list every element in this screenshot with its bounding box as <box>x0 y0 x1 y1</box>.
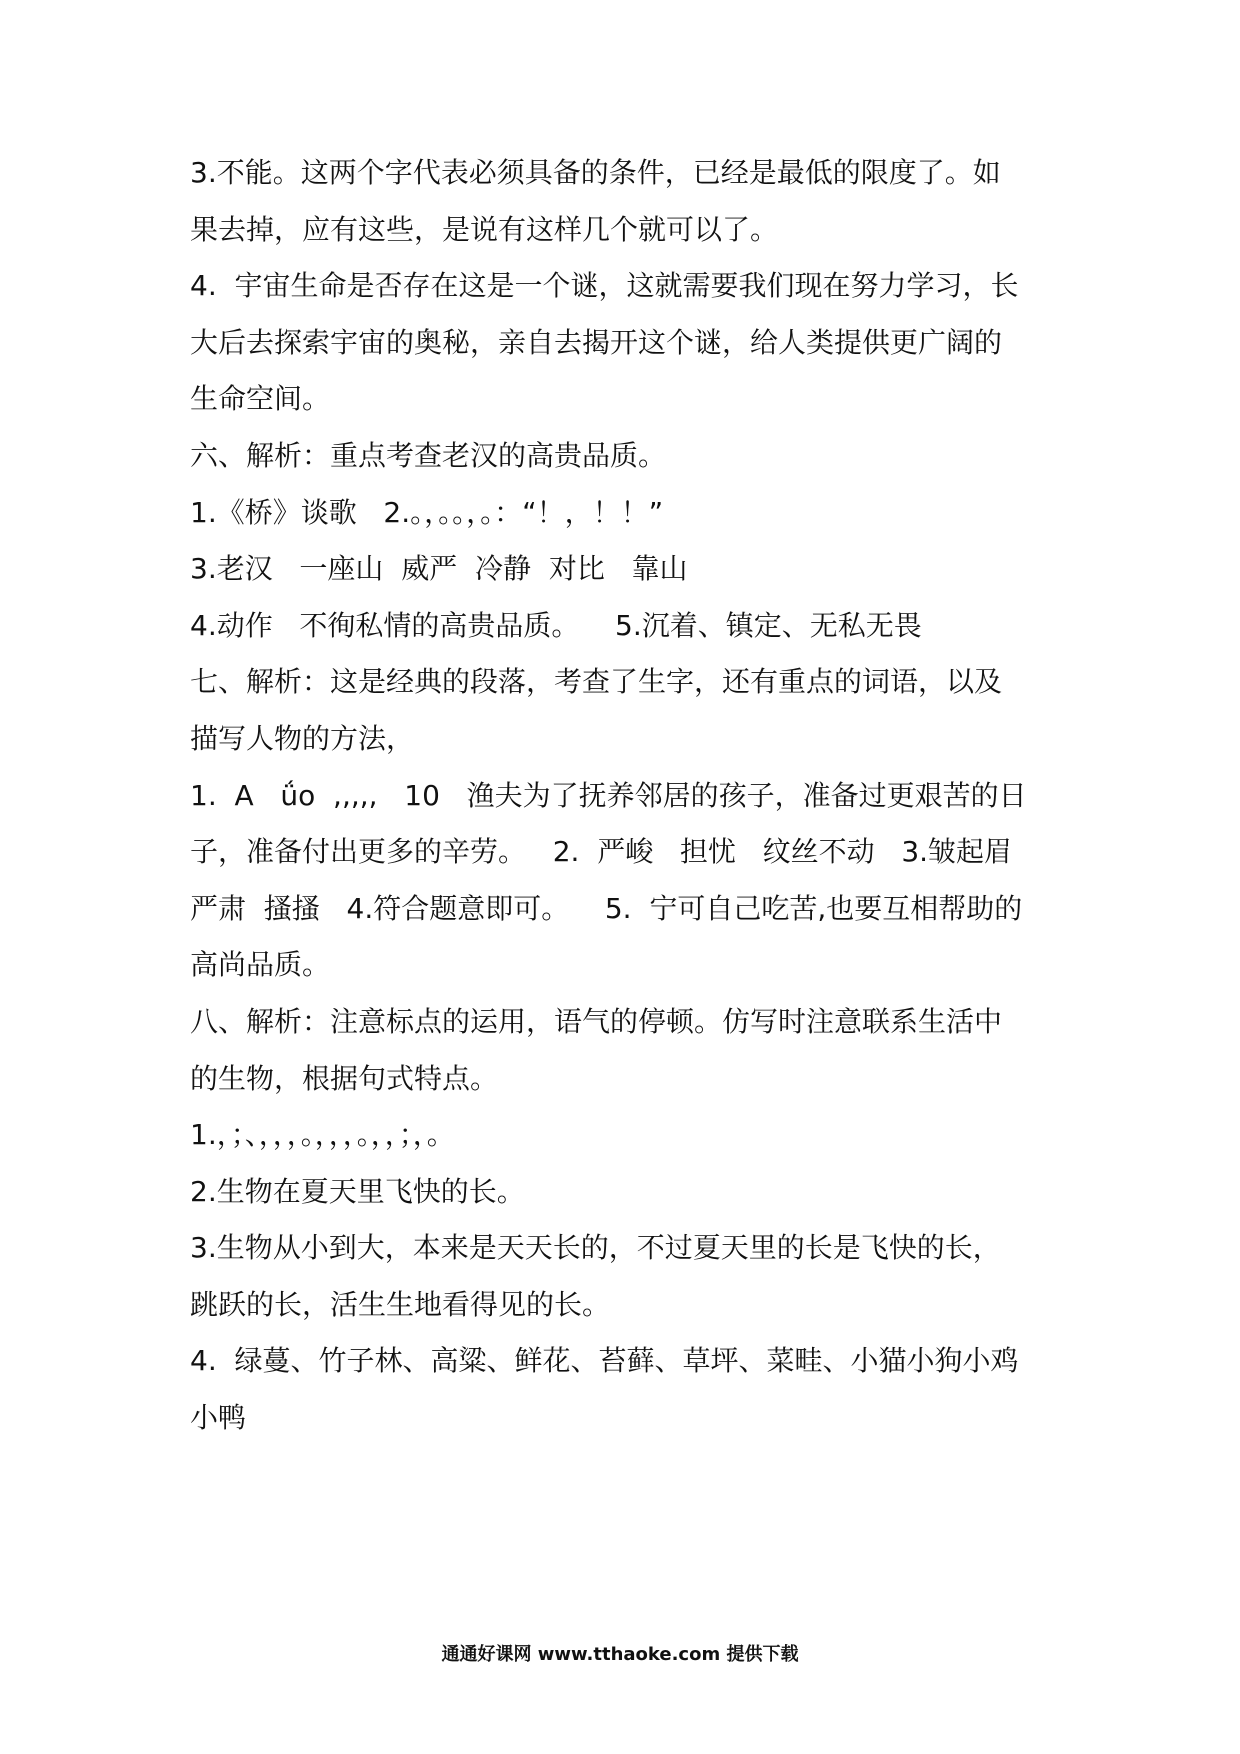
footer-credit: 通通好课网 www.tthaoke.com 提供下载 <box>441 1644 799 1665</box>
text-line: 4. 宇宙生命是否存在这是一个谜，这就需要我们现在努力学习，长 <box>190 269 1019 303</box>
section-heading-six: 六、解析：重点考查老汉的高贵品质。 <box>190 438 667 472</box>
text-line: 1.，；、，，，。，，，。，，；，。 <box>190 1118 455 1152</box>
text-line: 3.不能。这两个字代表必须具备的条件，已经是最低的限度了。如 <box>190 156 1001 189</box>
text-line: 1. A ǘo ,,,,, 10 渔夫为了抚养邻居的孩子，准备过更艰苦的日 <box>190 778 1027 812</box>
text-line: 果去掉，应有这些，是说有这样几个就可以了。 <box>190 212 779 246</box>
text-line: 2.生物在夏天里飞快的长。 <box>190 1174 525 1208</box>
text-line: 生命空间。 <box>190 382 331 416</box>
text-line: 3.生物从小到大，本来是天天长的，不过夏天里的长是飞快的长， <box>190 1231 1001 1265</box>
text-line: 4.动作 不徇私情的高贵品质。 5.沉着、镇定、无私无畏 <box>190 608 922 642</box>
text-line: 4. 绿蔓、竹子林、高粱、鲜花、苔藓、草坪、菜畦、小猫小狗小鸡 <box>190 1344 1019 1378</box>
text-line: 跳跃的长，活生生地看得见的长。 <box>190 1287 611 1321</box>
text-line: 3.老汉 一座山 威严 冷静 对比 靠山 <box>190 552 688 586</box>
section-heading-eight: 八、解析：注意标点的运用，语气的停顿。仿写时注意联系生活中 <box>190 1004 1003 1038</box>
section-heading-seven: 七、解析：这是经典的段落，考查了生字，还有重点的词语，以及 <box>190 665 1003 699</box>
text-line: 的生物，根据句式特点。 <box>190 1061 499 1095</box>
text-line: 子，准备付出更多的辛劳。 2. 严峻 担忧 纹丝不动 3.皱起眉 <box>190 835 1013 869</box>
text-line: 小鸭 <box>190 1401 247 1435</box>
text-line: 大后去探索宇宙的奥秘，亲自去揭开这个谜，给人类提供更广阔的 <box>190 325 1003 359</box>
text-line: 严肃 搔搔 4.符合题意即可。 5. 宁可自己吃苦,也要互相帮助的 <box>190 891 1023 925</box>
answer-document <box>190 145 1060 1447</box>
text-line: 高尚品质。 <box>190 948 331 982</box>
text-line: 描写人物的方法， <box>190 721 415 755</box>
text-line: 1.《桥》谈歌 2.。，。。，。：“！，！！” <box>190 495 664 529</box>
